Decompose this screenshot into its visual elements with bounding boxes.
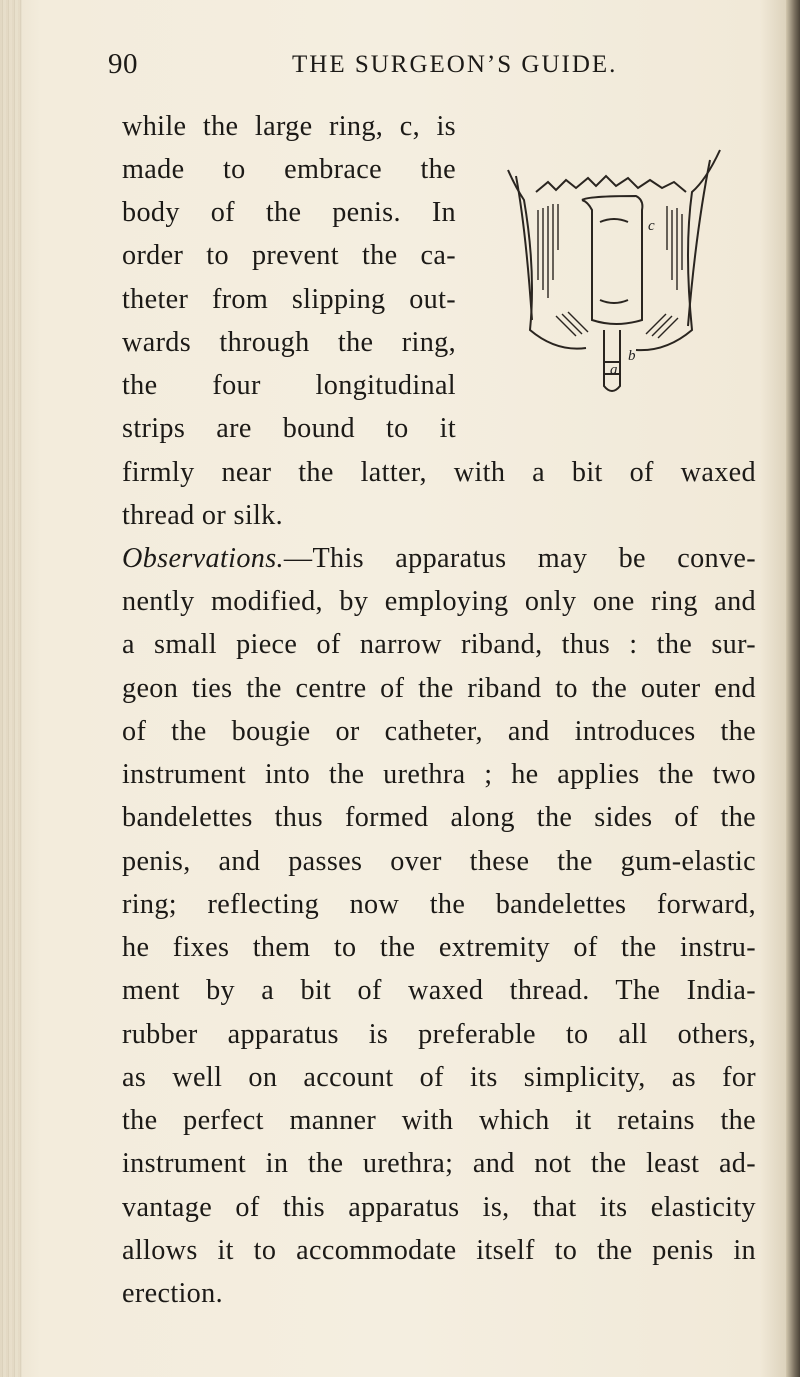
text-line: ring; reflecting now the bandelettes forward, — [122, 889, 756, 920]
text-line — [122, 105, 456, 148]
text-line: body of the penis. In — [122, 197, 456, 228]
text-line: the perfect manner with which it retains the — [122, 1105, 756, 1136]
text-line: geon ties the centre of the riband to the outer end — [122, 673, 756, 704]
text-line: firmly near the latter, with a bit of waxed — [122, 457, 756, 488]
text-line: instrument into the urethra ; he applies the two — [122, 759, 756, 790]
running-title: THE SURGEON’S GUIDE. — [292, 51, 618, 78]
text-line: of the bougie or catheter, and introduces the — [122, 716, 756, 747]
figure-label-a: a — [610, 362, 618, 378]
observations-line — [122, 537, 756, 580]
text-line: vantage of this apparatus is, that its elasticity — [122, 1192, 756, 1223]
figure-label-c: c — [648, 218, 655, 234]
text-line: made to embrace the — [122, 154, 456, 185]
page-number: 90 — [108, 48, 138, 80]
page-header — [108, 48, 708, 88]
text-line: order to prevent the ca- — [122, 240, 456, 271]
text-line: instrument in the urethra; and not the least ad- — [122, 1148, 756, 1179]
observations-heading: Observations. — [122, 543, 284, 574]
text-line: wards through the ring, — [122, 327, 456, 358]
text-line: rubber apparatus is preferable to all others, — [122, 1019, 756, 1050]
apparatus-drawing — [496, 130, 728, 420]
page-fore-edge — [786, 0, 800, 1377]
text-line: nently modified, by employing only one ring and — [122, 586, 756, 617]
text-line: as well on account of its simplicity, as for — [122, 1062, 756, 1093]
text-line: erection. — [122, 1278, 223, 1309]
text-line: the four longitudinal — [122, 370, 456, 401]
text-line: allows it to accommodate itself to the penis in — [122, 1235, 756, 1266]
figure-label-b: b — [628, 348, 636, 364]
text-line: theter from slipping out- — [122, 284, 456, 315]
text-line: bandelettes thus formed along the sides of the — [122, 802, 756, 833]
text-line: he fixes them to the extremity of the instru- — [122, 932, 756, 963]
text-line: a small piece of narrow riband, thus : the sur- — [122, 629, 756, 660]
text-line: penis, and passes over these the gum-elastic — [122, 846, 756, 877]
text-line: ment by a bit of waxed thread. The India- — [122, 975, 756, 1006]
apparatus-illustration — [496, 130, 728, 420]
text-line: thread or silk. — [122, 500, 284, 531]
text-line: strips are bound to it — [122, 413, 456, 444]
line-text: while the large ring, c, is — [122, 111, 456, 142]
observations-text: —This apparatus may be conve- — [283, 543, 756, 574]
page-gutter-edge — [0, 0, 22, 1377]
